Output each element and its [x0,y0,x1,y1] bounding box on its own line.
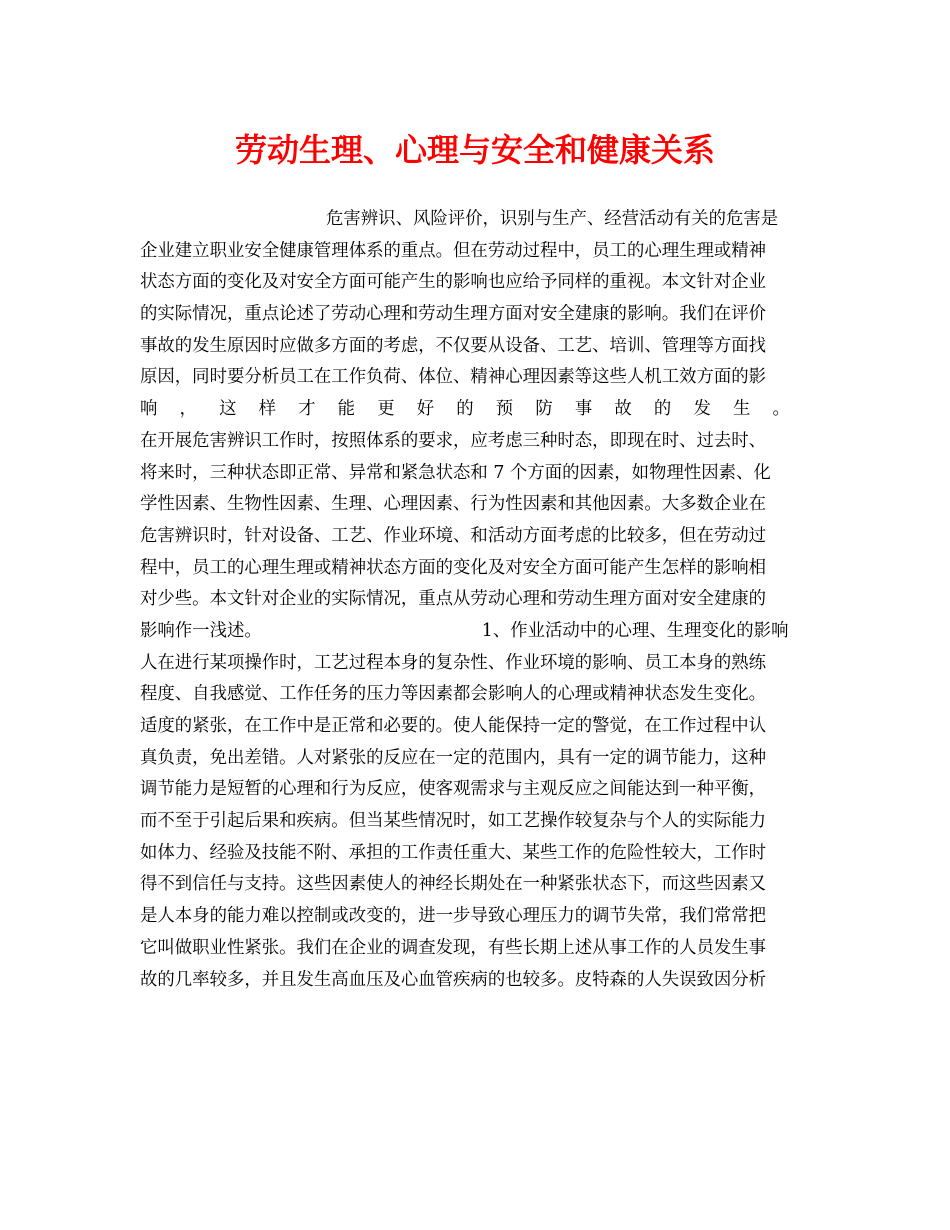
char: 发 [693,399,711,420]
char: 的 [653,399,672,420]
text-line-23: 是人本身的能力难以控制或改变的，进一步导致心理压力的调节失常，我们常常把 [140,906,767,927]
document-body [140,204,812,996]
text-line-8: 在开展危害辨识工作时，按照体系的要求，应考虑三种时态，即现在时、过去时、 [140,430,767,451]
char: 的 [456,399,474,420]
text-line-1: 危害辨识、风险评价，识别与生产、经营活动有关的危害是 [326,209,779,229]
char: 。 [772,399,790,420]
text-line-15: 人在进行某项操作时，工艺过程本身的复杂性、作业环境的影响、员工本身的熟练 [140,652,767,673]
char: 更 [377,399,395,420]
text-line-14-split [140,616,812,648]
text-line-22: 得不到信任与支持。这些因素使人的神经长期处在一种紧张状态下，而这些因素又 [140,874,767,895]
char: 才 [298,399,316,420]
text-line-6: 原因，同时要分析员工在工作负荷、体位、精神心理因素等这些人机工效方面的影 [140,367,767,388]
char: ， [179,399,197,420]
char: 能 [337,399,356,420]
text-line-21: 如体力、经验及技能不附、承担的工作责任重大、某些工作的危险性较大，工作时 [140,842,767,863]
document-title: 劳动生理、心理与安全和健康关系 [234,131,715,169]
char: 生 [732,399,751,420]
char: 预 [495,399,514,420]
text-line-10: 学性因素、生物性因素、生理、心理因素、行为性因素和其他因素。大多数企业在 [140,494,767,515]
text-line-17: 适度的紧张，在工作中是正常和必要的。使人能保持一定的警觉，在工作过程中认 [140,716,767,736]
char: 样 [258,399,276,420]
char: 好 [416,399,435,420]
text-line-3: 状态方面的变化及对安全方面可能产生的影响也应给予同样的重视。本文针对企业 [140,272,767,293]
text-line-12: 程中，员工的心理生理或精神状态方面的变化及对安全方面可能产生怎样的影响相 [140,557,767,578]
text-line-25: 故的几率较多，并且发生高血压及心血管疾病的也较多。皮特森的人失误致因分析 [140,969,767,990]
text-line-4: 的实际情况，重点论述了劳动心理和劳动生理方面对安全建康的影响。我们在评价 [140,304,767,325]
char: 防 [535,399,553,420]
text-line-11: 危害辨识时，针对设备、工艺、作业环境、和活动方面考虑的比较多，但在劳动过 [140,525,767,546]
split-left: 影响作一浅述。 [140,620,262,641]
text-line-9: 将来时，三种状态即正常、异常和紧急状态和 7 个方面的因素，如物理性因素、化 [140,462,771,483]
char: 故 [614,399,632,420]
char: 事 [574,399,593,420]
text-line-5: 事故的发生原因时应做多方面的考虑，不仅要从设备、工艺、培训、管理等方面找 [140,335,767,356]
text-line-20: 而不至于引起后果和疾病。但当某些情况时，如工艺操作较复杂与个人的实际能力 [140,811,767,832]
char: 这 [219,399,237,420]
text-line-19: 调节能力是短暂的心理和行为反应，使客观需求与主观反应之间能达到一种平衡， [140,779,767,800]
char: 响 [140,399,158,420]
text-line-2: 企业建立职业安全健康管理体系的重点。但在劳动过程中，员工的心理生理或精神 [140,240,767,261]
text-line-18: 真负责，免出差错。人对紧张的反应在一定的范围内，具有一定的调节能力，这种 [140,747,767,768]
text-line-24: 它叫做职业性紧张。我们在企业的调查发现，有些长期上述从事工作的人员发生事 [140,937,767,958]
text-line-16: 程度、自我感觉、工作任务的压力等因素都会影响人的心理或精神状态发生变化。 [140,684,767,705]
text-line-7-justified [140,394,790,426]
text-line-13: 对少些。本文针对企业的实际情况，重点从劳动心理和劳动生理方面对安全建康的 [140,589,767,610]
section-heading-1: 1、作业活动中的心理、生理变化的影响 [481,620,789,641]
